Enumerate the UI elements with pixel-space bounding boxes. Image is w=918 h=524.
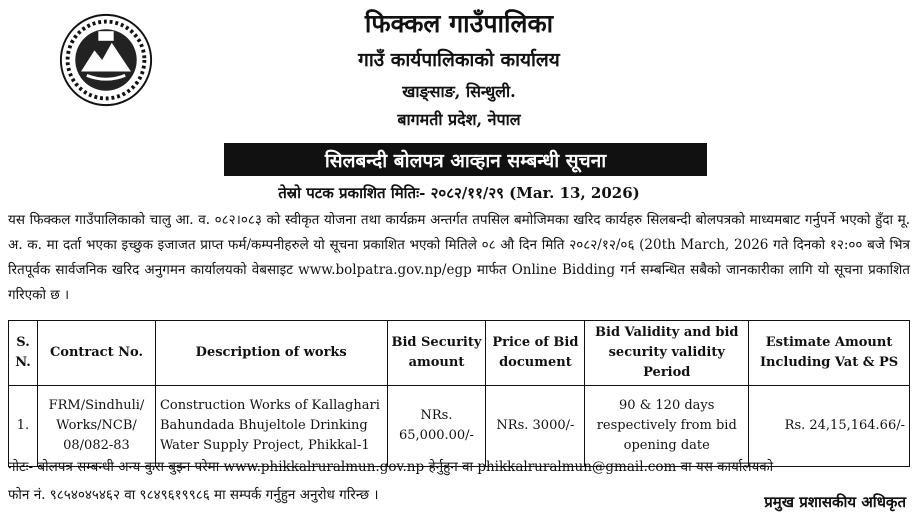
table-header-row	[9, 321, 910, 386]
province-name: बागमती प्रदेश, नेपाल	[397, 110, 521, 129]
footer-phone: फोन नं. ९८५४०४५४६२ वा ९८४९६१९९८६ मा सम्पर्क गर्नुहुन अनुरोध गरिन्छ ।	[8, 487, 379, 503]
notice-body: यस फिक्कल गाउँपालिकाको चालु आ. व. ०८२।०८३ को स्वीकृत योजना तथा कार्यक्रम अन्तर्गत तपसिल बमोजिमका खरिद कार्यहरु सिलबन्दी बोलपत्रको माध्यमबाट गर्नुपर्ने भएको हुँदा मू. अ. क. मा दर्ता भएका इच्छुक इजाजत प्राप्त फर्म/कम्पनीहरुले यो सूचना प्रकाशित भएको मितिले ०८ औ दिन मिति २०८२/१२/०६ (20th March, 2026 गते दिनको १२:०० बजे भित्र रितपूर्वक सार्वजनिक खरिद अनुगमन कार्यालयको वेबसाइट www.bolpatra.gov.np/egp मार्फत Online Bidding गर्न सम्बन्धित सबैको जानकारीका लागि यो सूचना प्रकाशित गरिएको छ ।	[8, 212, 910, 303]
table-row	[9, 386, 910, 467]
publication-date-en: (Mar. 13, 2026)	[503, 184, 640, 202]
cell-validity: 90 & 120 days respectively from bid opening date	[585, 386, 749, 467]
col-header-price: Price of Bid document	[486, 321, 585, 386]
col-header-sn: S. N.	[9, 321, 38, 386]
col-header-contract: Contract No.	[37, 321, 155, 386]
cell-price: NRs. 3000/-	[486, 386, 585, 467]
publication-prefix: तेस्रो पटक प्रकाशित मितिः-	[278, 184, 431, 202]
publication-date-np: २०८२/११/२९	[430, 184, 504, 202]
signature-title: प्रमुख प्रशासकीय अधिकृत	[764, 493, 906, 511]
col-header-validity: Bid Validity and bid security validity Period	[585, 321, 749, 386]
cell-estimate: Rs. 24,15,164.66/-	[749, 386, 910, 467]
cell-contract: FRM/Sindhuli/ Works/NCB/ 08/082-83	[37, 386, 155, 467]
col-header-estimate: Estimate Amount Including Vat & PS	[749, 321, 910, 386]
col-header-bid-security: Bid Security amount	[387, 321, 486, 386]
cell-description: Construction Works of Kallaghari Bahundada Bhujeltole Drinking Water Supply Project, Phikkal-1	[155, 386, 387, 467]
col-header-description: Description of works	[155, 321, 387, 386]
footer-note: नोटः- बोलपत्र सम्बन्धी अन्य कुरा बुझ्न परेमा www.phikkalruralmun.gov.np हेर्नुहुन वा phikkalruralmun@gmail.com वा यस कार्यालयको	[8, 459, 774, 475]
office-location: खाङ्साङ, सिन्धुली.	[402, 82, 516, 101]
cell-sn: 1.	[9, 386, 38, 467]
publication-date	[0, 183, 918, 203]
municipality-name: फिक्कल गाउँपालिका	[364, 9, 554, 38]
notice-title: सिलबन्दी बोलपत्र आव्हान सम्बन्धी सूचना	[224, 143, 707, 176]
office-name: गाउँ कार्यपालिकाको कार्यालय	[358, 49, 560, 71]
tender-table	[8, 320, 910, 467]
cell-bid-security: NRs. 65,000.00/-	[387, 386, 486, 467]
